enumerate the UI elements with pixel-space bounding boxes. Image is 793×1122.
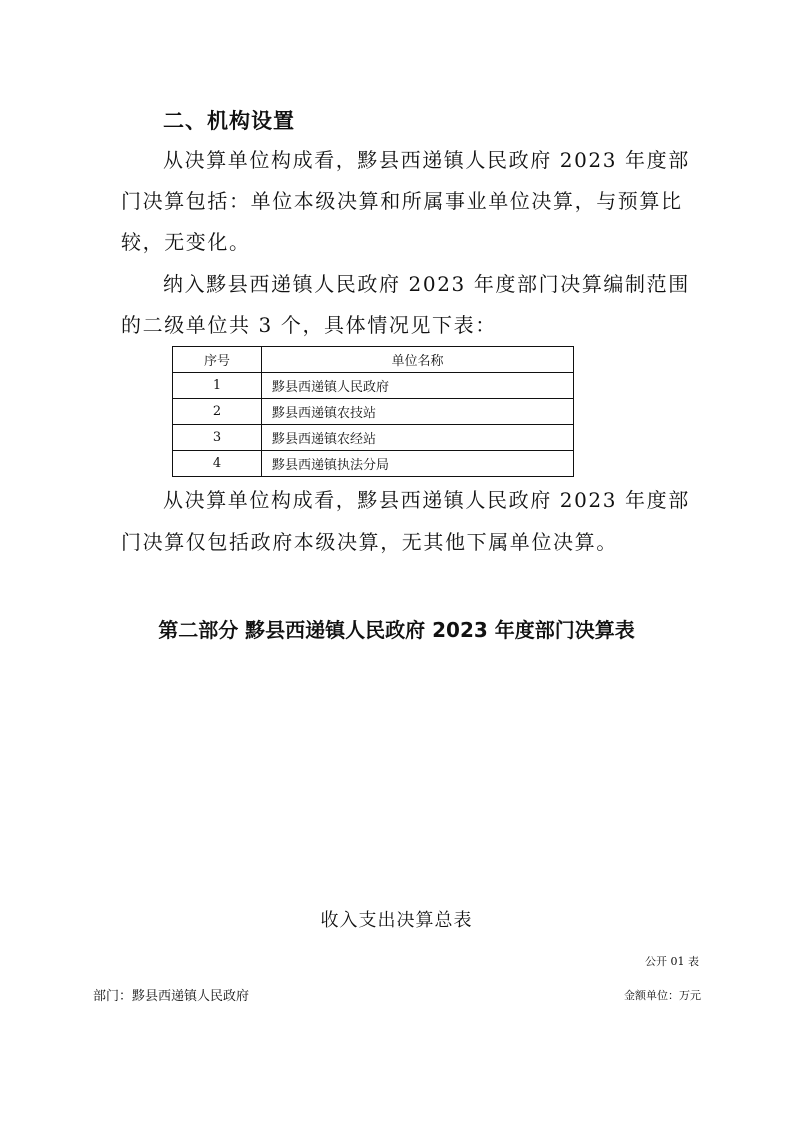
column-header-index: 序号 <box>173 347 262 373</box>
unit-table <box>172 346 574 477</box>
form-code: 公开 01 表 <box>645 955 699 968</box>
table-row <box>173 373 574 399</box>
paragraph-conclusion-line-1: 从决算单位构成看，黟县西递镇人民政府 2023 年度部 <box>163 488 690 512</box>
row-index: 2 <box>173 399 262 425</box>
department-label: 部门：黟县西递镇人民政府 <box>93 989 250 1004</box>
row-index: 1 <box>173 373 262 399</box>
row-index: 4 <box>173 451 262 477</box>
section-heading: 二、机构设置 <box>163 109 295 133</box>
paragraph-scope-line-1: 纳入黟县西递镇人民政府 2023 年度部门决算编制范围 <box>163 272 690 296</box>
paragraph-conclusion-line-2: 门决算仅包括政府本级决算，无其他下属单位决算。 <box>121 530 618 554</box>
table-row <box>173 425 574 451</box>
row-unit-name: 黟县西递镇农技站 <box>262 399 574 425</box>
report-title: 收入支出决算总表 <box>320 910 473 931</box>
part-heading: 第二部分 黟县西递镇人民政府 2023 年度部门决算表 <box>158 618 635 642</box>
table-row <box>173 399 574 425</box>
paragraph-scope-line-2: 的二级单位共 3 个，具体情况见下表： <box>121 313 497 337</box>
table-row <box>173 451 574 477</box>
paragraph-composition-line-2: 门决算包括：单位本级决算和所属事业单位决算，与预算比 <box>121 189 683 213</box>
row-unit-name: 黟县西递镇执法分局 <box>262 451 574 477</box>
row-unit-name: 黟县西递镇农经站 <box>262 425 574 451</box>
paragraph-composition-line-1: 从决算单位构成看，黟县西递镇人民政府 2023 年度部 <box>163 148 690 172</box>
paragraph-composition-line-3: 较，无变化。 <box>121 230 251 254</box>
amount-unit-label: 金额单位：万元 <box>624 989 701 1002</box>
row-index: 3 <box>173 425 262 451</box>
column-header-unit-name: 单位名称 <box>262 347 574 373</box>
table-header-row <box>173 347 574 373</box>
row-unit-name: 黟县西递镇人民政府 <box>262 373 574 399</box>
